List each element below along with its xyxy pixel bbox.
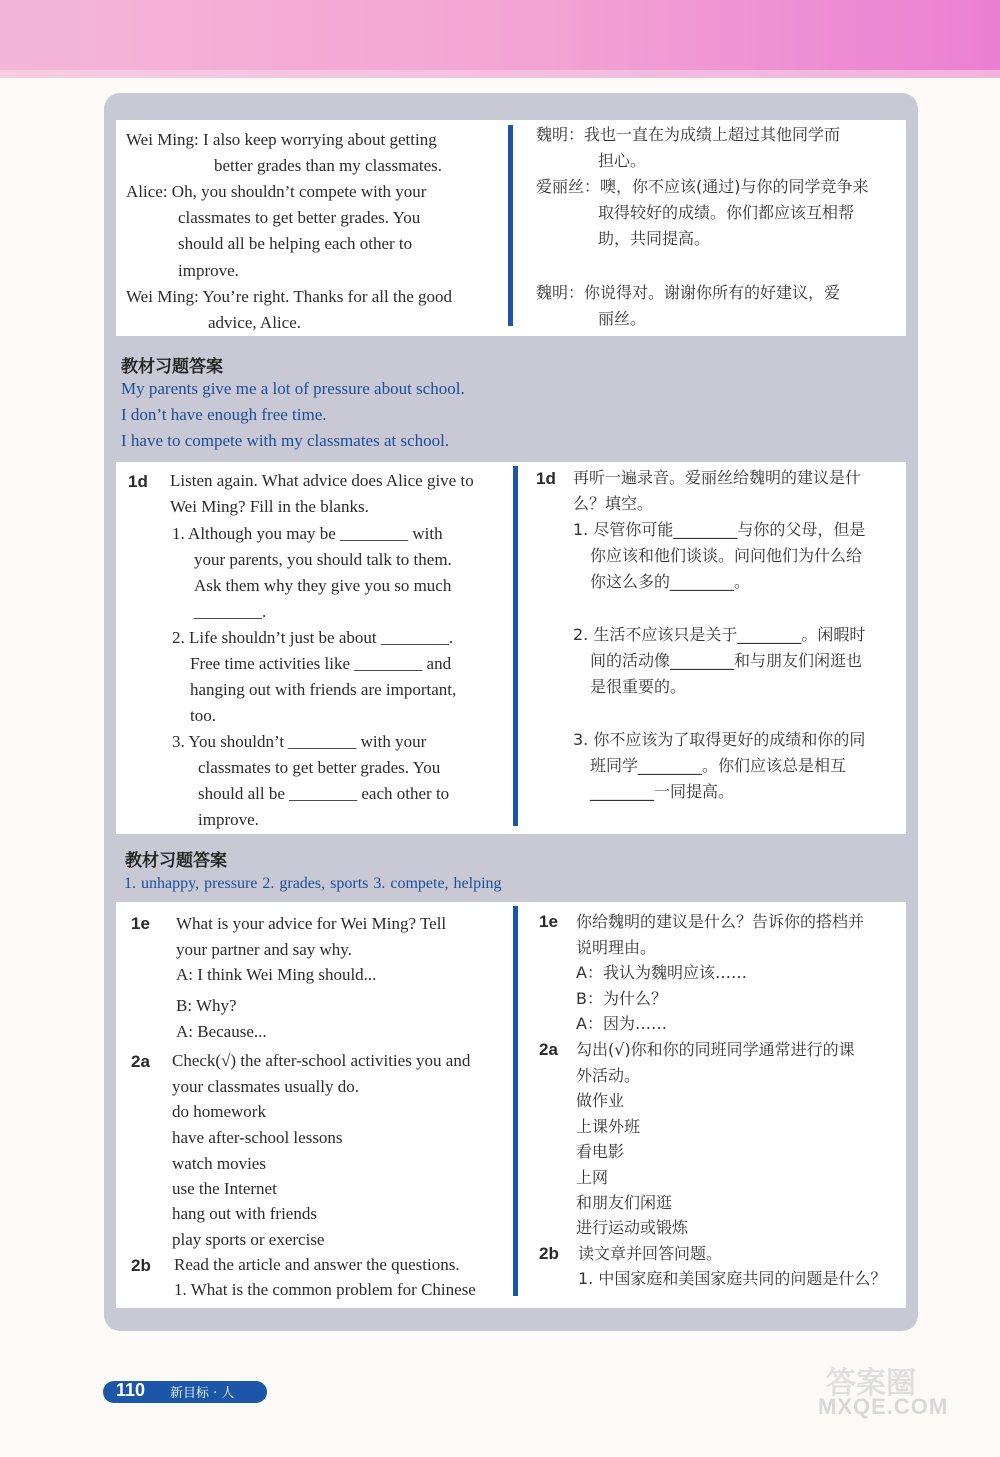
dialog-en-line: advice, Alice.: [208, 313, 301, 332]
ex1d-en-line: 3. You shouldn’t ________ with your: [172, 732, 427, 751]
exercise-number: 2b: [539, 1244, 559, 1263]
ex1e-en-line: A: Because...: [176, 1022, 267, 1041]
exercise-number: 2a: [539, 1040, 558, 1059]
dialog-zh-line: 丽丝。: [598, 309, 647, 328]
ex2a-en-line: do homework: [172, 1102, 266, 1121]
page-number: 110: [116, 1380, 146, 1400]
exercise-1d-divider: [513, 466, 518, 826]
dialog-en-line: Wei Ming: You’re right. Thanks for all the good: [126, 287, 453, 306]
answer-line: My parents give me a lot of pressure about school.: [121, 379, 465, 398]
answers-title: 教材习题答案: [121, 357, 223, 377]
ex1d-en-line: ________.: [194, 602, 267, 621]
ex2a-en-line: your classmates usually do.: [172, 1077, 359, 1096]
ex1d-zh-line: 班同学________。你们应该总是相互: [590, 756, 847, 775]
exercise-number: 1d: [536, 469, 556, 488]
ex1d-zh-line: 再听一遍录音。爱丽丝给魏明的建议是什: [573, 468, 862, 487]
ex1e-zh-line: 你给魏明的建议是什么？告诉你的搭档并: [576, 912, 865, 931]
ex1d-en-line: improve.: [198, 810, 259, 829]
ex2a-en-line: watch movies: [172, 1154, 266, 1173]
ex2a-en-line: have after-school lessons: [172, 1128, 343, 1147]
dialog-zh-line: 魏明：你说得对。谢谢你所有的好建议，爱: [536, 283, 841, 302]
ex2a-zh-line: 进行运动或锻炼: [576, 1218, 689, 1237]
ex2b-en-line: 1. What is the common problem for Chinese: [174, 1280, 476, 1299]
ex1d-zh-line: 3. 你不应该为了取得更好的成绩和你的同: [573, 730, 866, 749]
ex1d-en-line: should all be ________ each other to: [198, 784, 450, 803]
exercise-number: 1e: [131, 914, 150, 933]
dialog-en-line: Wei Ming: I also keep worrying about getting: [126, 130, 437, 149]
ex1d-en-line: 1. Although you may be ________ with: [172, 524, 443, 543]
ex1d-zh-line: 间的活动像________和与朋友们闲逛也: [590, 651, 863, 670]
ex2a-en-line: play sports or exercise: [172, 1230, 325, 1249]
exercise-number: 2b: [131, 1256, 151, 1275]
dialog-zh-line: 助，共同提高。: [598, 229, 711, 248]
answer-line: I don’t have enough free time.: [121, 405, 327, 424]
ex1d-zh-line: 是很重要的。: [590, 677, 687, 696]
ex2a-zh-line: 外活动。: [576, 1066, 641, 1085]
ex2b-zh-line: 1. 中国家庭和美国家庭共同的问题是什么？: [578, 1269, 887, 1288]
ex1d-en-line: classmates to get better grades. You: [198, 758, 441, 777]
dialog-en-line: improve.: [178, 261, 239, 280]
ex2a-en-line: use the Internet: [172, 1179, 277, 1198]
dialog-divider: [508, 125, 513, 326]
ex1d-zh-line: 1. 尽管你可能________与你的父母，但是: [573, 520, 866, 539]
ex1d-en-line: Free time activities like ________ and: [190, 654, 452, 673]
exercise-number: 1e: [539, 912, 558, 931]
ex1e-en-line: your partner and say why.: [176, 940, 352, 959]
ex1d-en-line: hanging out with friends are important,: [190, 680, 457, 699]
watermark-url: MXQE.COM: [818, 1394, 949, 1419]
ex2a-zh-line: 做作业: [576, 1091, 625, 1110]
dialog-en-line: classmates to get better grades. You: [178, 208, 421, 227]
dialog-zh-line: 爱丽丝：噢，你不应该(通过)与你的同学竞争来: [536, 177, 869, 196]
dialog-en-line: should all be helping each other to: [178, 234, 413, 253]
ex1d-en-line: Listen again. What advice does Alice give to: [170, 471, 474, 490]
dialog-zh-line: 担心。: [598, 151, 647, 170]
dialog-zh-line: 魏明：我也一直在为成绩上超过其他同学而: [536, 125, 841, 144]
ex2a-en-line: Check(√) the after-school activities you and: [172, 1051, 471, 1070]
dialog-zh-line: 取得较好的成绩。你们都应该互相帮: [598, 203, 855, 222]
ex1e-zh-line: A：我认为魏明应该……: [576, 963, 747, 982]
answer-line: I have to compete with my classmates at school.: [121, 431, 450, 450]
ex1d-zh-line: 2. 生活不应该只是关于________。闲暇时: [573, 625, 866, 644]
ex2b-zh-line: 读文章并回答问题。: [578, 1244, 723, 1263]
answer-line: 1. unhappy, pressure 2. grades, sports 3. compete, helping: [124, 875, 502, 892]
ex1d-en-line: Wei Ming? Fill in the blanks.: [170, 497, 369, 516]
ex1e-en-line: A: I think Wei Ming should...: [176, 965, 377, 984]
ex1d-en-line: 2. Life shouldn’t just be about ________.: [172, 628, 454, 647]
watermark-logo-text: 答案圈: [826, 1366, 916, 1401]
ex2a-zh-line: 看电影: [576, 1142, 625, 1161]
exercise-number: 2a: [131, 1052, 150, 1071]
ex2a-zh-line: 上课外班: [576, 1117, 641, 1136]
ex2a-zh-line: 勾出(√)你和你的同班同学通常进行的课: [576, 1040, 855, 1059]
answers-title: 教材习题答案: [125, 851, 227, 871]
ex1d-zh-line: 么？填空。: [573, 494, 654, 513]
ex1e-en-line: B: Why?: [176, 996, 237, 1015]
top-color-band: [0, 0, 1000, 78]
ex1d-zh-line: 你应该和他们谈谈。问问他们为什么给: [590, 546, 863, 565]
dialog-en-line: Alice: Oh, you shouldn’t compete with your: [126, 182, 427, 201]
ex2a-zh-line: 上网: [576, 1168, 609, 1187]
exercise-number: 1d: [128, 472, 148, 491]
ex1d-en-line: too.: [190, 706, 216, 725]
exercise-1e-2b-divider: [513, 906, 518, 1296]
ex2a-zh-line: 和朋友们闲逛: [576, 1193, 673, 1212]
ex1d-en-line: your parents, you should talk to them.: [194, 550, 452, 569]
ex1e-en-line: What is your advice for Wei Ming? Tell: [176, 914, 447, 933]
dialog-en-line: better grades than my classmates.: [214, 156, 443, 175]
ex1d-en-line: Ask them why they give you so much: [194, 576, 452, 595]
ex2a-en-line: hang out with friends: [172, 1204, 317, 1223]
ex2b-en-line: Read the article and answer the questions.: [174, 1255, 460, 1274]
ex1d-zh-line: 你这么多的________。: [590, 572, 751, 591]
ex1e-zh-line: A：因为……: [576, 1014, 667, 1033]
ex1e-zh-line: 说明理由。: [576, 938, 657, 957]
ex1e-zh-line: B：为什么？: [576, 989, 667, 1008]
ex1d-zh-line: ________一同提高。: [590, 782, 735, 801]
series-label: 新目标 · 人: [170, 1386, 235, 1401]
